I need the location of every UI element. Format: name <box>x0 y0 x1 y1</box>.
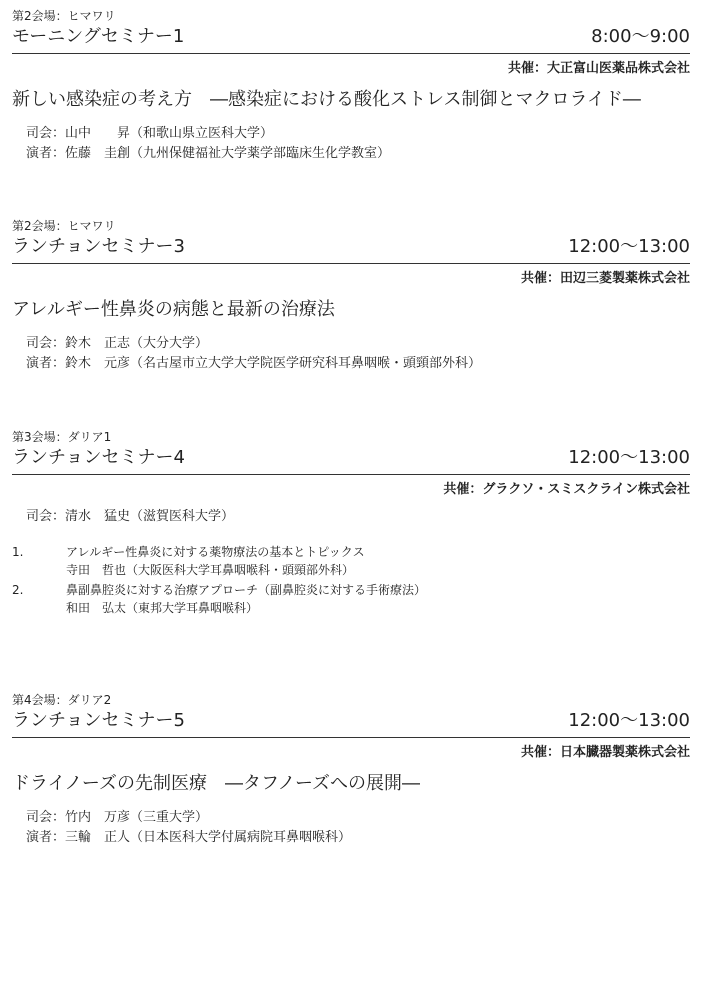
seminar-block <box>12 692 690 848</box>
talk-speaker: 和田 弘太（東邦大学耳鼻咽喉科） <box>66 601 259 615</box>
seminar-time: 12:00〜13:00 <box>568 710 690 731</box>
talk-title: アレルギー性鼻炎に対する薬物療法の基本とトピックス <box>66 545 365 559</box>
sponsor-label: 共催：田辺三菱製薬株式会社 <box>520 271 690 286</box>
speaker-line: 演者：三輪 正人（日本医科大学付属病院耳鼻咽喉科） <box>26 830 352 845</box>
seminar-block <box>12 429 690 619</box>
chair-line: 司会：鈴木 正志（大分大学） <box>26 336 209 351</box>
seminar-title: ランチョンセミナー5 <box>12 710 185 731</box>
seminar-title: ランチョンセミナー4 <box>12 447 185 468</box>
venue-label: 第2会場：ヒマワリ <box>12 9 116 23</box>
seminar-header <box>12 25 690 54</box>
talk-speaker: 寺田 哲也（大阪医科大学耳鼻咽喉科・頭頸部外科） <box>66 563 355 577</box>
talk-list <box>12 543 690 617</box>
seminar-time: 12:00〜13:00 <box>568 236 690 257</box>
seminar-title: モーニングセミナー1 <box>12 26 185 47</box>
chair-line: 司会：清水 猛史（滋賀医科大学） <box>26 509 235 524</box>
talk-title: 鼻副鼻腔炎に対する治療アプローチ（副鼻腔炎に対する手術療法） <box>66 583 427 597</box>
sponsor-label: 共催：グラクソ・スミスクライン株式会社 <box>443 482 690 497</box>
talk-number: 1. <box>12 545 24 559</box>
chair-line: 司会：竹内 万彦（三重大学） <box>26 810 209 825</box>
talk-number: 2. <box>12 583 24 597</box>
lecture-title: 新しい感染症の考え方 ―感染症における酸化ストレス制御とマクロライド― <box>12 89 641 110</box>
seminar-header <box>12 709 690 738</box>
seminar-time: 8:00〜9:00 <box>591 26 690 47</box>
people-list <box>26 808 690 848</box>
talk-item <box>12 581 690 617</box>
seminar-title: ランチョンセミナー3 <box>12 236 185 257</box>
seminar-time: 12:00〜13:00 <box>568 447 690 468</box>
sponsor-label: 共催：日本臓器製薬株式会社 <box>520 745 690 760</box>
seminar-block <box>12 8 690 164</box>
seminar-header <box>12 446 690 475</box>
speaker-line: 演者：佐藤 圭創（九州保健福祉大学薬学部臨床生化学教室） <box>26 146 391 161</box>
lecture-title: アレルギー性鼻炎の病態と最新の治療法 <box>12 299 335 320</box>
seminar-header <box>12 235 690 264</box>
venue-label: 第4会場：ダリア2 <box>12 693 112 707</box>
sponsor-label: 共催：大正富山医薬品株式会社 <box>507 61 690 76</box>
people-list <box>26 124 690 164</box>
people-list <box>26 507 690 527</box>
seminar-block <box>12 218 690 374</box>
venue-label: 第3会場：ダリア1 <box>12 430 112 444</box>
speaker-line: 演者：鈴木 元彦（名古屋市立大学大学院医学研究科耳鼻咽喉・頭頸部外科） <box>26 356 482 371</box>
lecture-title: ドライノーズの先制医療 ―タフノーズへの展開― <box>12 773 421 794</box>
venue-label: 第2会場：ヒマワリ <box>12 219 116 233</box>
chair-line: 司会：山中 昇（和歌山県立医科大学） <box>26 126 274 141</box>
people-list <box>26 334 690 374</box>
talk-item <box>12 543 690 579</box>
